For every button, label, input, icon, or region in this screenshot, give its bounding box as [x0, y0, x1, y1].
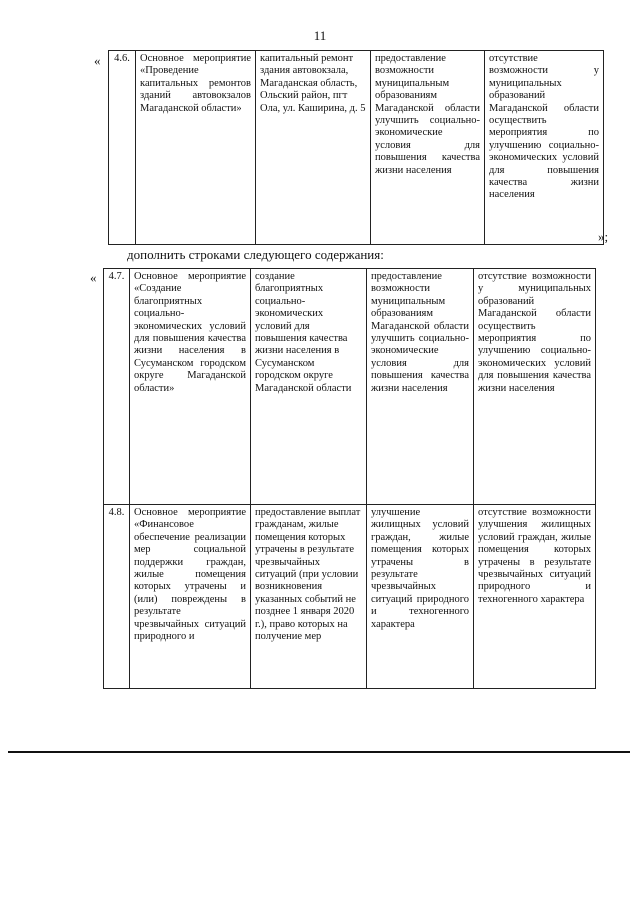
table-new: [103, 268, 596, 689]
cell-result: предоставление возможности муниципальным образованиям Магаданской области улучшить социально-экономические условия для повышения качества жизни населения: [367, 269, 474, 505]
cell-result: предоставление возможности муниципальным образованиям Магаданской области улучшить социально-экономические условия для повышения качества жизни населения: [371, 51, 485, 245]
cell-event: Основное мероприятие «Создание благоприятных социально-экономических условий для повышения качества жизни населения в Сусуманском городском округе Магаданской области»: [130, 269, 251, 505]
cell-object: предоставление выплат гражданам, жилые помещения которых утрачены в результате чрезвычайных ситуаций (при условии возникновения указанных событий не позднее 1 января 2020 г.), право которых на получение мер: [251, 505, 367, 689]
row-number: 4.6.: [109, 51, 136, 245]
table-old: [108, 50, 604, 245]
cell-object: создание благоприятных социально-экономических условий для повышения качества жизни населения в Сусуманском городском округе Магаданской области: [251, 269, 367, 505]
opening-quote-new: «: [90, 270, 97, 285]
table-row: [104, 505, 596, 689]
row-number: 4.8.: [104, 505, 130, 689]
cell-consequence: отсутствие возможности у муниципальных образований Магаданской области осуществить мероприятия по улучшению социально-экономических условий для повышения качества жизни населения: [485, 51, 604, 245]
cell-consequence: отсутствие возможности у муниципальных образований Магаданской области осуществить мероприятия по улучшению социально-экономических условий для повышения качества жизни населения: [474, 269, 596, 505]
cell-event: Основное мероприятие «Проведение капитальных ремонтов зданий автовокзалов Магаданской области»: [136, 51, 256, 245]
cell-object: капитальный ремонт здания автовокзала, Магаданская область, Ольский район, пгт Ола, ул. Каширина, д. 5: [256, 51, 371, 245]
cell-event: Основное мероприятие «Финансовое обеспечение реализации мер социальной поддержки граждан, жилые помещения которых утрачены и (или) повреждены в результате чрезвычайных ситуаций природного и: [130, 505, 251, 689]
closing-mark: »;: [598, 229, 609, 244]
table-row: [109, 51, 604, 245]
opening-quote-old: «: [94, 53, 101, 68]
cell-consequence: отсутствие возможности улучшения жилищных условий граждан, жилые помещения которых утрачены в результате чрезвычайных ситуаций природного и техногенного характера: [474, 505, 596, 689]
cell-result: улучшение жилищных условий граждан, жилые помещения которых утрачены в результате чрезвычайных ситуаций природного и техногенного характера: [367, 505, 474, 689]
page-number: 11: [313, 28, 327, 43]
table-row: [104, 269, 596, 505]
page-divider: [8, 751, 630, 753]
row-number: 4.7.: [104, 269, 130, 505]
add-rows-phrase: дополнить строками следующего содержания:: [127, 247, 384, 262]
